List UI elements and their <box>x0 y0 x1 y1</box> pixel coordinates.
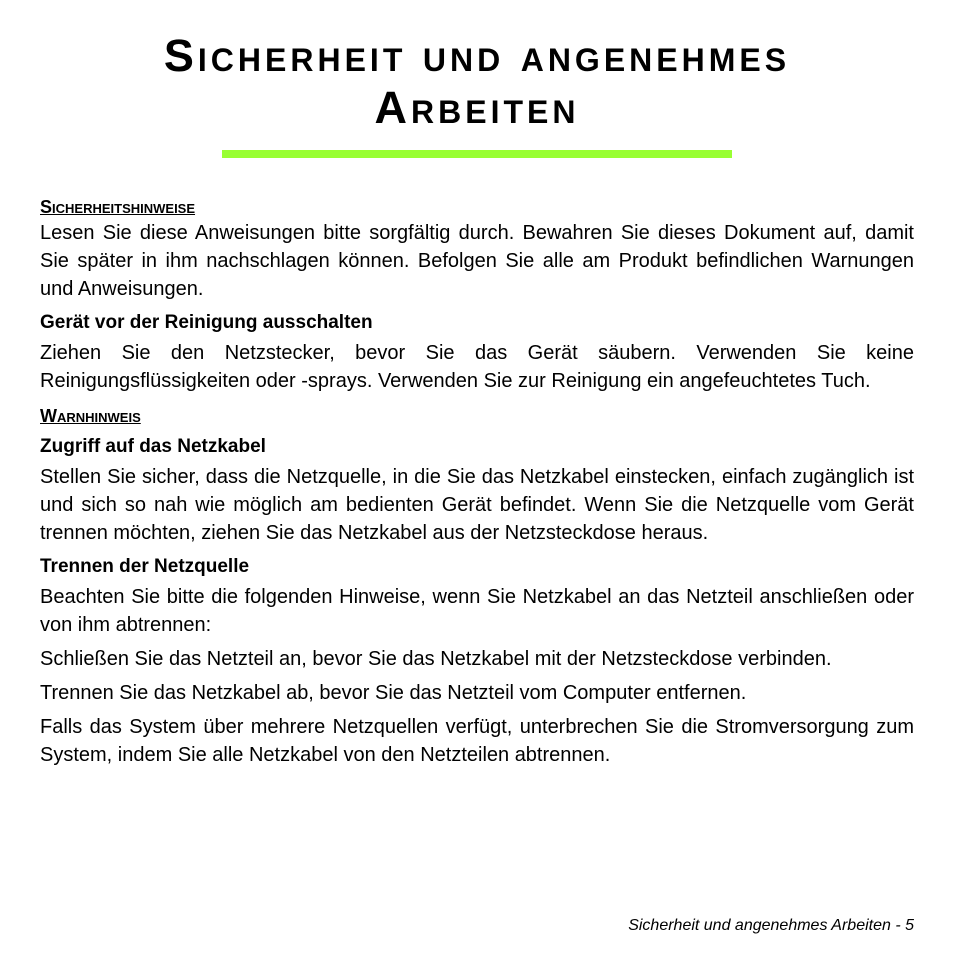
page-title-line-1: Sicherheit und angenehmes <box>163 30 791 81</box>
paragraph-reinigung: Ziehen Sie den Netzstecker, bevor Sie das Gerät säubern. Verwenden Sie keine Reinigungsflüssigkeiten oder -sprays. Verwenden Sie zur Reinigung ein angefeuchtetes Tuch. <box>40 342 914 392</box>
subheading-trennen-netzquelle: Trennen der Netzquelle <box>40 556 250 577</box>
page-title-line-2: Arbeiten <box>374 82 580 133</box>
document-page <box>40 0 914 769</box>
section-heading-warnhinweis: Warnhinweis <box>40 406 141 426</box>
paragraph-zugriff-netzkabel: Stellen Sie sicher, dass die Netzquelle, in die Sie das Netzkabel einstecken, einfach zugänglich ist und sich so nah wie möglich am bedienten Gerät befindet. Wenn Sie die Netzquelle vom Gerät trennen möchten, ziehen Sie das Netzkabel aus der Netzsteckdose heraus. <box>40 466 914 544</box>
page-title <box>40 0 914 134</box>
subheading-geraet-ausschalten: Gerät vor der Reinigung ausschalten <box>40 312 373 333</box>
title-underline-bar <box>222 150 732 158</box>
paragraph-trennen-hinweise: Beachten Sie bitte die folgenden Hinweise, wenn Sie Netzkabel an das Netzteil anschließen oder von ihm abtrennen: <box>40 586 914 636</box>
paragraph-abtrennen: Trennen Sie das Netzkabel ab, bevor Sie das Netzteil vom Computer entfernen. <box>40 682 747 704</box>
subheading-zugriff-netzkabel: Zugriff auf das Netzkabel <box>40 436 266 457</box>
paragraph-anschliessen: Schließen Sie das Netzteil an, bevor Sie das Netzkabel mit der Netzsteckdose verbinden. <box>40 648 832 670</box>
section-intro-paragraph: Lesen Sie diese Anweisungen bitte sorgfältig durch. Bewahren Sie dieses Dokument auf, damit Sie später in ihm nachschlagen können. Befolgen Sie alle am Produkt befindlichen Warnungen und Anweisungen. <box>40 222 914 300</box>
section-heading-sicherheitshinweise: Sicherheitshinweise <box>40 197 196 217</box>
paragraph-mehrere-netzquellen: Falls das System über mehrere Netzquellen verfügt, unterbrechen Sie die Stromversorgung zum System, indem Sie alle Netzkabel von den Netzteilen abtrennen. <box>40 716 914 766</box>
page-footer: Sicherheit und angenehmes Arbeiten - 5 <box>628 917 914 934</box>
